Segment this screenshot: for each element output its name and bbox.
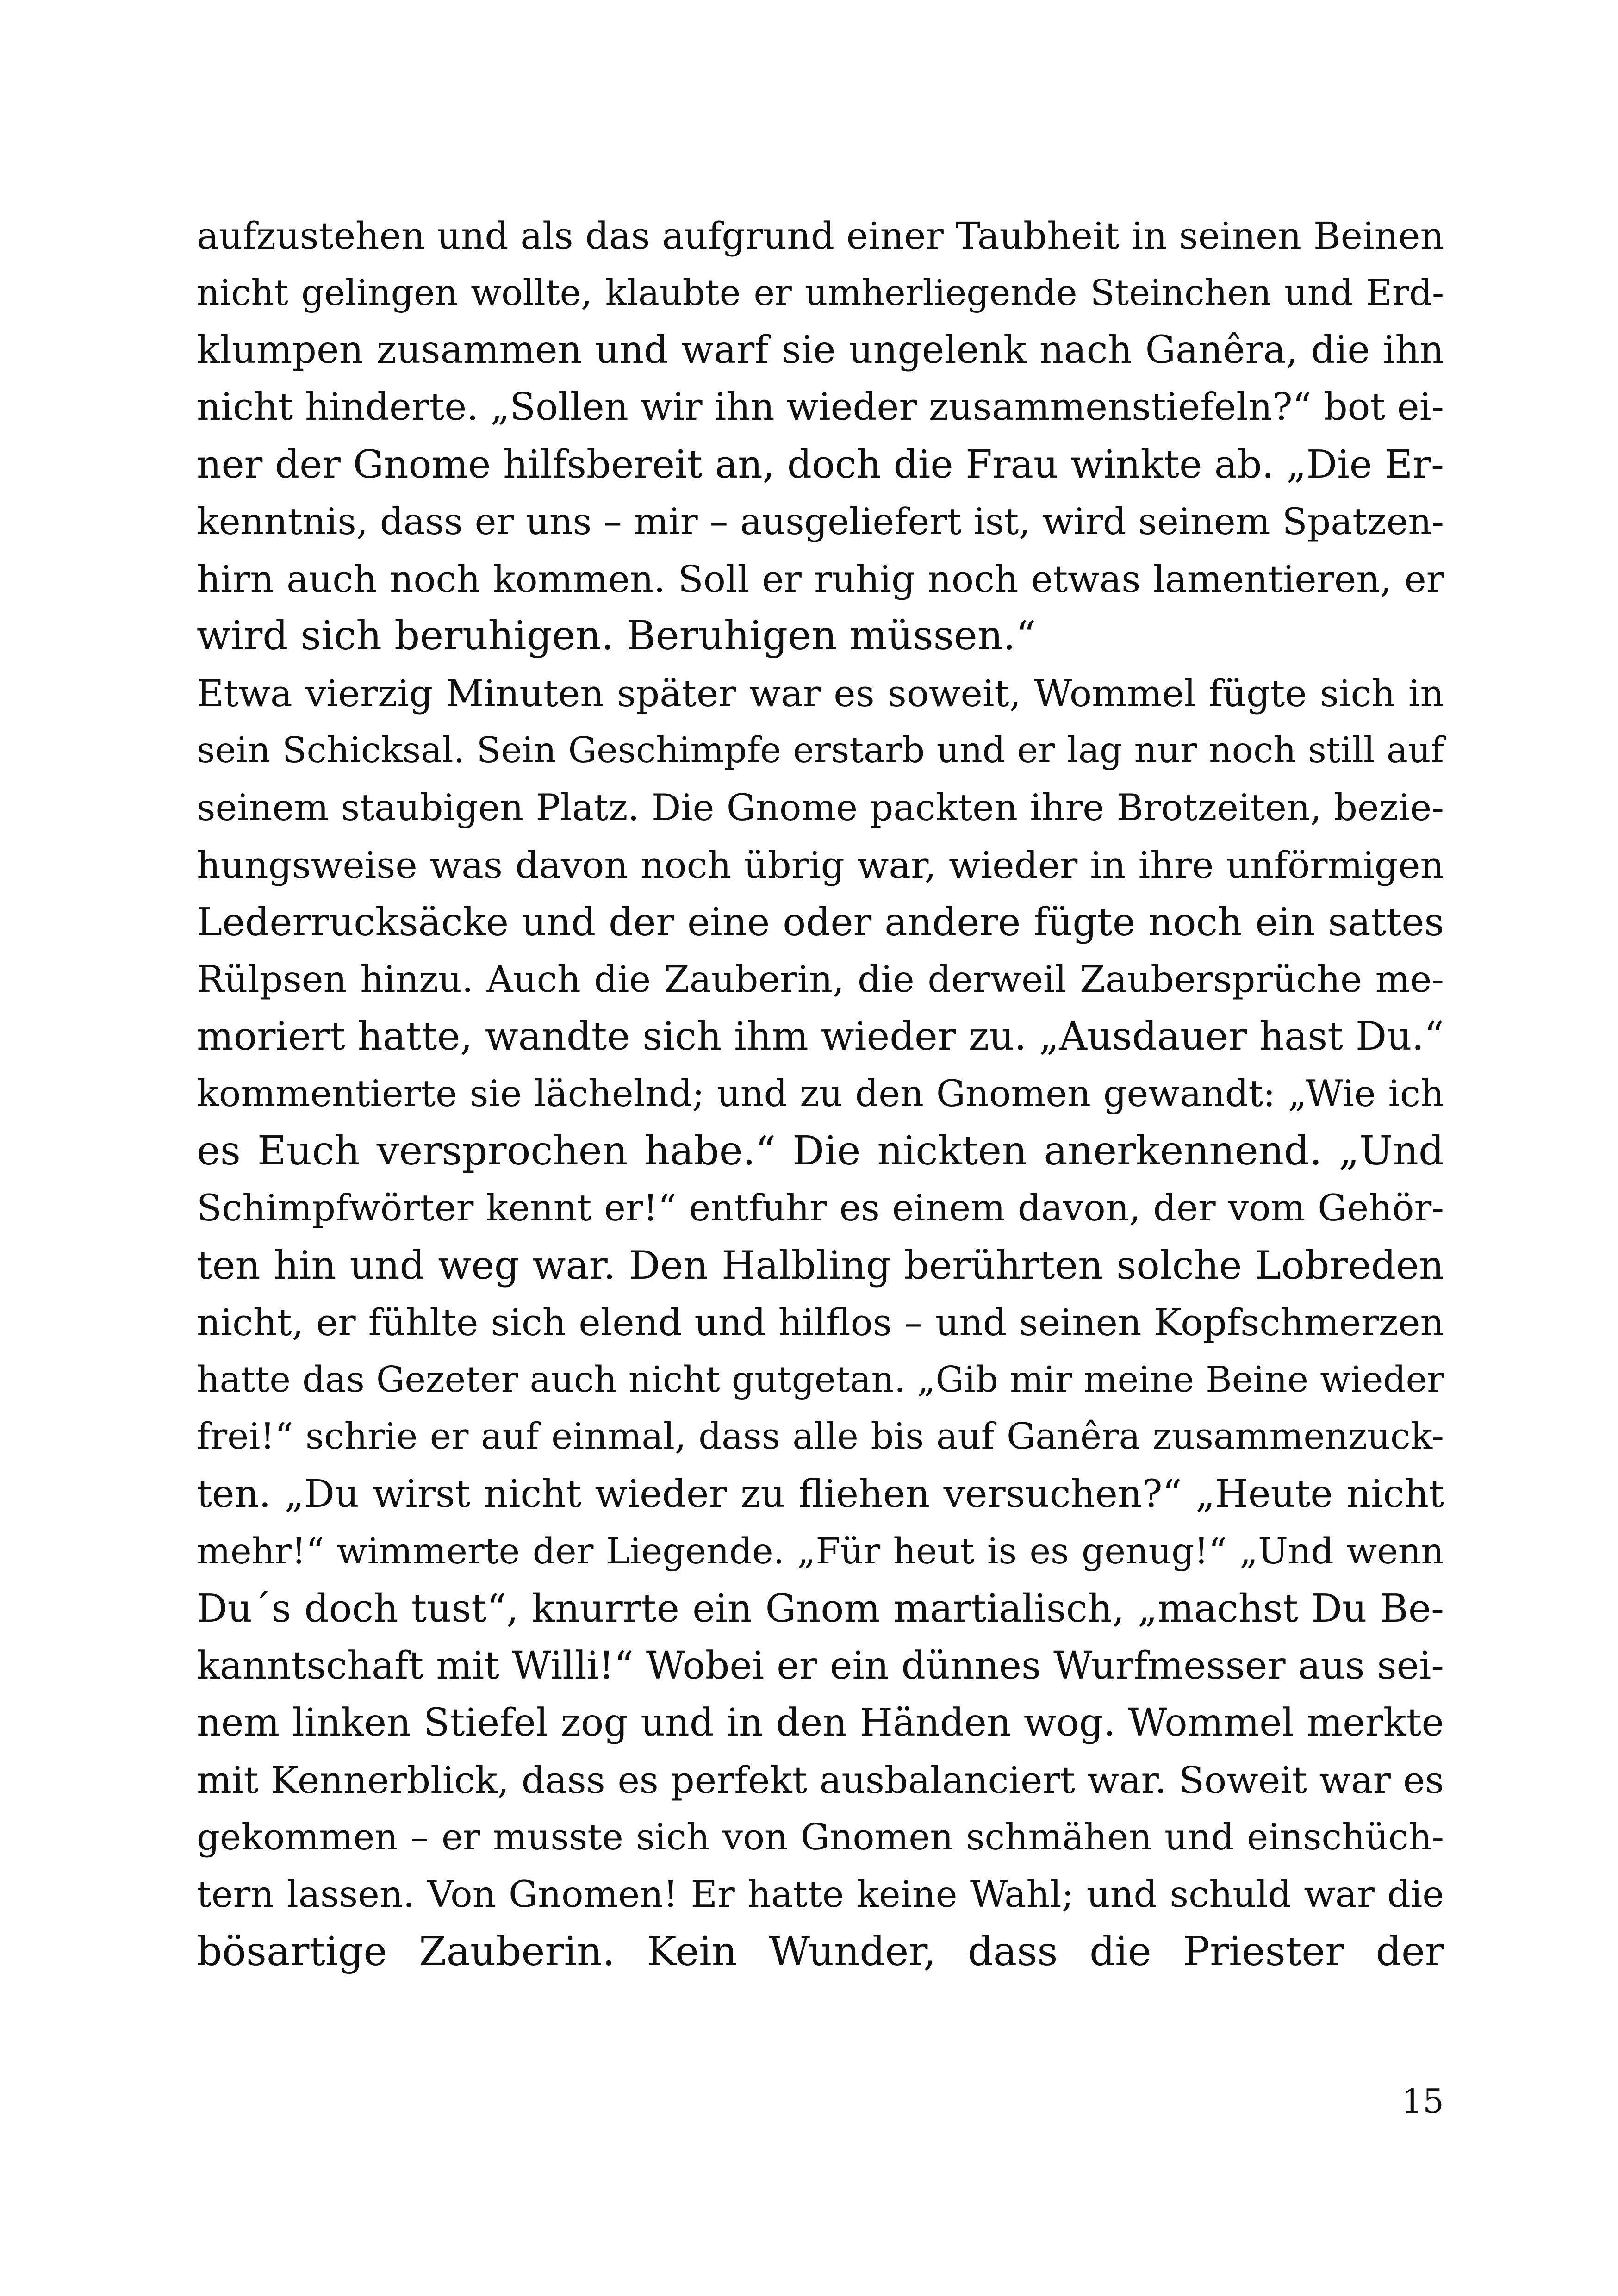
text-line: tern lassen. Von Gnomen! Er hatte keine Wahl; und schuld war die: [197, 1873, 1444, 1916]
text-line: moriert hatte, wandte sich ihm wieder zu. „Ausdauer hast Du.“: [197, 1014, 1444, 1059]
text-line: aufzustehen und als das aufgrund einer Taubheit in seinen Beinen: [197, 214, 1444, 257]
text-line: nicht hinderte. „Sollen wir ihn wieder zusammenstiefeln?“ bot ei-: [197, 385, 1444, 429]
text-line: ten. „Du wirst nicht wieder zu fliehen versuchen?“ „Heute nicht: [197, 1472, 1444, 1517]
text-line: nem linken Stiefel zog und in den Händen wog. Wommel merkte: [197, 1701, 1444, 1745]
text-line: ner der Gnome hilfsbereit an, doch die Frau winkte ab. „Die Er-: [197, 442, 1444, 487]
text-line: hungsweise was davon noch übrig war, wieder in ihre unförmigen: [197, 843, 1444, 887]
text-line: Du´s doch tust“, knurrte ein Gnom martialisch, „machst Du Be-: [197, 1586, 1444, 1631]
text-line: Rülpsen hinzu. Auch die Zauberin, die derweil Zaubersprüche me-: [197, 958, 1444, 1001]
text-line-paragraph-end: wird sich beruhigen. Beruhigen müssen.“: [197, 613, 1036, 660]
text-line: gekommen – er musste sich von Gnomen schmähen und einschüch-: [197, 1816, 1444, 1858]
text-line: mehr!“ wimmerte der Liegende. „Für heut is es genug!“ „Und wenn: [197, 1531, 1444, 1572]
page-number: 15: [1401, 2082, 1444, 2121]
body-text: [197, 207, 1444, 1980]
text-line: seinem staubigen Platz. Die Gnome packten ihre Brotzeiten, bezie-: [197, 786, 1444, 829]
text-line: Etwa vierzig Minuten später war es soweit, Wommel fügte sich in: [197, 672, 1444, 715]
text-line: bösartige Zauberin. Kein Wunder, dass die Priester der: [197, 1928, 1444, 1975]
text-line: kommentierte sie lächelnd; und zu den Gnomen gewandt: „Wie ich: [197, 1072, 1444, 1115]
text-line: mit Kennerblick, dass es perfekt ausbalanciert war. Soweit war es: [197, 1759, 1444, 1802]
text-line: klumpen zusammen und warf sie ungelenk nach Ganêra, die ihn: [197, 328, 1444, 373]
text-line: kenntnis, dass er uns – mir – ausgeliefert ist, wird seinem Spatzen-: [197, 500, 1444, 543]
text-line: hatte das Gezeter auch nicht gutgetan. „Gib mir meine Beine wieder: [197, 1359, 1444, 1400]
text-line: Schimpfwörter kennt er!“ entfuhr es einem davon, der vom Gehör-: [197, 1187, 1444, 1230]
text-line: es Euch versprochen habe.“ Die nickten anerkennend. „Und: [197, 1127, 1444, 1174]
text-line: ten hin und weg war. Den Halbling berührten solche Lobreden: [197, 1242, 1444, 1288]
text-line: nicht gelingen wollte, klaubte er umherliegende Steinchen und Erd-: [197, 272, 1444, 314]
text-line: hirn auch noch kommen. Soll er ruhig noch etwas lamentieren, er: [197, 557, 1444, 601]
text-line: sein Schicksal. Sein Geschimpfe erstarb und er lag nur noch still auf: [197, 730, 1444, 772]
text-line: frei!“ schrie er auf einmal, dass alle bis auf Ganêra zusammenzuck-: [197, 1416, 1444, 1458]
text-line: Lederrucksäcke und der eine oder andere fügte noch ein sattes: [197, 900, 1444, 945]
text-line: kanntschaft mit Willi!“ Wobei er ein dünnes Wurfmesser aus sei-: [197, 1643, 1444, 1688]
text-line: nicht, er fühlte sich elend und hilflos – und seinen Kopfschmerzen: [197, 1301, 1444, 1344]
